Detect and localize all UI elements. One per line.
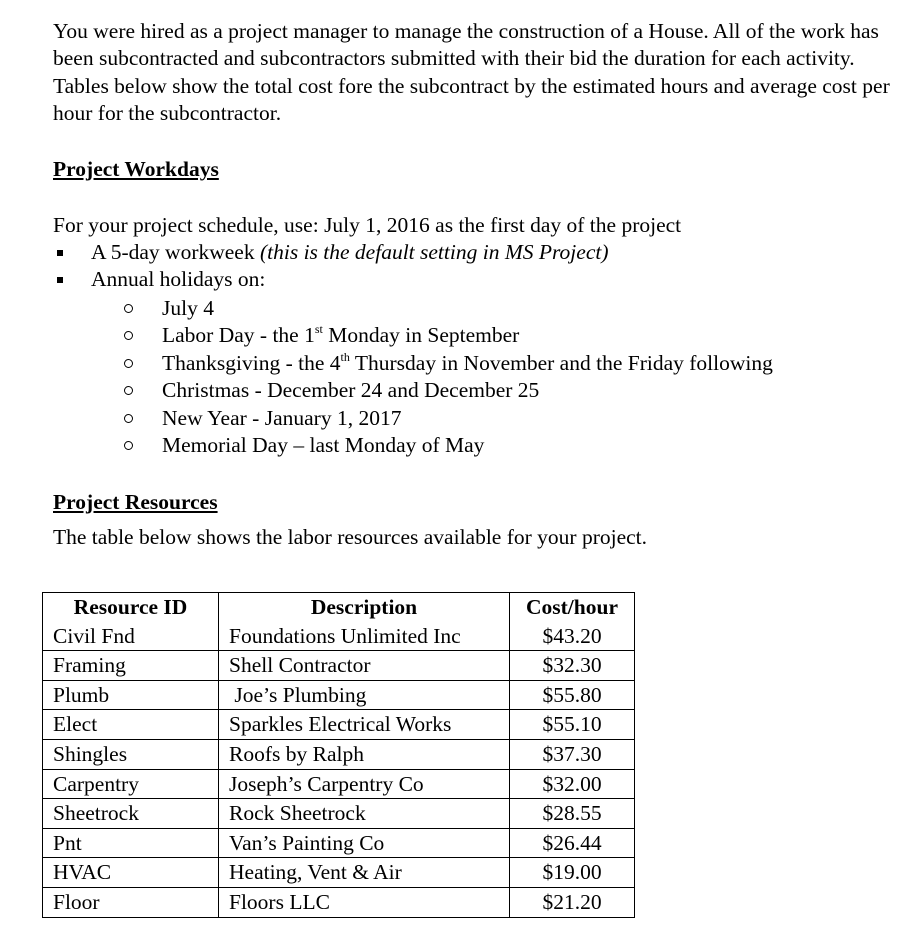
holiday-text: Labor Day - the 1 bbox=[162, 323, 315, 348]
cell-cost: $37.30 bbox=[510, 739, 635, 769]
cell-description: Shell Contractor bbox=[219, 651, 510, 681]
table-row bbox=[43, 769, 635, 799]
workdays-lead: For your project schedule, use: July 1, 2016 as the first day of the project bbox=[53, 213, 682, 237]
cell-resource-id: Shingles bbox=[43, 739, 219, 769]
cell-resource-id: Pnt bbox=[43, 828, 219, 858]
cell-resource-id: Carpentry bbox=[43, 769, 219, 799]
cell-cost: $32.00 bbox=[510, 769, 635, 799]
holiday-item bbox=[122, 432, 773, 459]
cell-description: Sparkles Electrical Works bbox=[219, 710, 510, 740]
workdays-heading: Project Workdays bbox=[53, 157, 219, 181]
cell-description: Joseph’s Carpentry Co bbox=[219, 769, 510, 799]
cell-resource-id: HVAC bbox=[43, 858, 219, 888]
square-bullet-icon bbox=[57, 250, 63, 256]
workdays-bullet-list bbox=[53, 239, 609, 294]
cell-cost: $55.10 bbox=[510, 710, 635, 740]
workweek-note: (this is the default setting in MS Project) bbox=[259, 240, 609, 264]
table-row bbox=[43, 680, 635, 710]
cell-resource-id: Elect bbox=[43, 710, 219, 740]
holiday-item bbox=[122, 405, 773, 432]
cell-cost: $32.30 bbox=[510, 651, 635, 681]
table-row bbox=[43, 858, 635, 888]
column-header-description: Description bbox=[219, 593, 510, 622]
intro-paragraph: You were hired as a project manager to manage the construction of a House. All of the work has been subcontracted and subcontractors submitted with their bid the duration for each activity. Tables below show the total cost fore the subcontract by the estimated hours and average cost per hour for the subcontractor. bbox=[53, 19, 890, 126]
holiday-item bbox=[122, 377, 773, 404]
holiday-text: Christmas - December 24 and December 25 bbox=[162, 378, 540, 403]
holiday-list bbox=[122, 295, 773, 459]
holiday-text: Thursday in November and the Friday following bbox=[349, 350, 773, 375]
cell-description: Rock Sheetrock bbox=[219, 799, 510, 829]
column-header-resource-id: Resource ID bbox=[43, 593, 219, 622]
circle-bullet-icon bbox=[124, 414, 133, 423]
circle-bullet-icon bbox=[124, 304, 133, 313]
cell-cost: $43.20 bbox=[510, 622, 635, 651]
holiday-text: July 4 bbox=[162, 296, 214, 320]
resources-heading: Project Resources bbox=[53, 490, 218, 514]
cell-description: Roofs by Ralph bbox=[219, 739, 510, 769]
table-row bbox=[43, 622, 635, 651]
cell-description: Van’s Painting Co bbox=[219, 828, 510, 858]
cell-cost: $19.00 bbox=[510, 858, 635, 888]
holiday-text: Monday in September bbox=[322, 323, 520, 348]
table-header-row bbox=[43, 593, 635, 622]
table-row bbox=[43, 710, 635, 740]
holidays-text: Annual holidays on: bbox=[91, 267, 266, 292]
cell-resource-id: Sheetrock bbox=[43, 799, 219, 829]
workweek-text: A 5-day workweek bbox=[91, 240, 260, 264]
cell-resource-id: Floor bbox=[43, 887, 219, 917]
cell-description: Joe’s Plumbing bbox=[219, 680, 510, 710]
table-row bbox=[43, 887, 635, 917]
ordinal-suffix: st bbox=[314, 322, 323, 337]
circle-bullet-icon bbox=[124, 359, 133, 368]
table-row bbox=[43, 739, 635, 769]
cell-cost: $55.80 bbox=[510, 680, 635, 710]
circle-bullet-icon bbox=[124, 386, 133, 395]
holiday-text: New Year - January 1, 2017 bbox=[162, 405, 402, 430]
resources-lead: The table below shows the labor resources available for your project. bbox=[53, 525, 648, 549]
circle-bullet-icon bbox=[124, 331, 133, 340]
circle-bullet-icon bbox=[124, 441, 133, 450]
cell-cost: $26.44 bbox=[510, 828, 635, 858]
ordinal-suffix: th bbox=[340, 349, 350, 364]
square-bullet-icon bbox=[57, 277, 63, 283]
cell-resource-id: Framing bbox=[43, 651, 219, 681]
cell-resource-id: Civil Fnd bbox=[43, 622, 219, 651]
cell-description: Heating, Vent & Air bbox=[219, 858, 510, 888]
cell-cost: $21.20 bbox=[510, 887, 635, 917]
cell-resource-id: Plumb bbox=[43, 680, 219, 710]
bullet-holidays bbox=[53, 266, 609, 293]
holiday-text: Thanksgiving - the 4 bbox=[162, 350, 341, 375]
cell-description: Floors LLC bbox=[219, 887, 510, 917]
resources-table bbox=[42, 592, 635, 918]
holiday-item bbox=[122, 322, 773, 349]
bullet-workweek bbox=[53, 239, 609, 266]
table-row bbox=[43, 799, 635, 829]
holiday-item bbox=[122, 295, 773, 322]
cell-description: Foundations Unlimited Inc bbox=[219, 622, 510, 651]
cell-cost: $28.55 bbox=[510, 799, 635, 829]
holiday-text: Memorial Day – last Monday of May bbox=[162, 432, 485, 457]
column-header-cost: Cost/hour bbox=[510, 593, 635, 622]
table-row bbox=[43, 651, 635, 681]
table-row bbox=[43, 828, 635, 858]
holiday-item bbox=[122, 350, 773, 377]
